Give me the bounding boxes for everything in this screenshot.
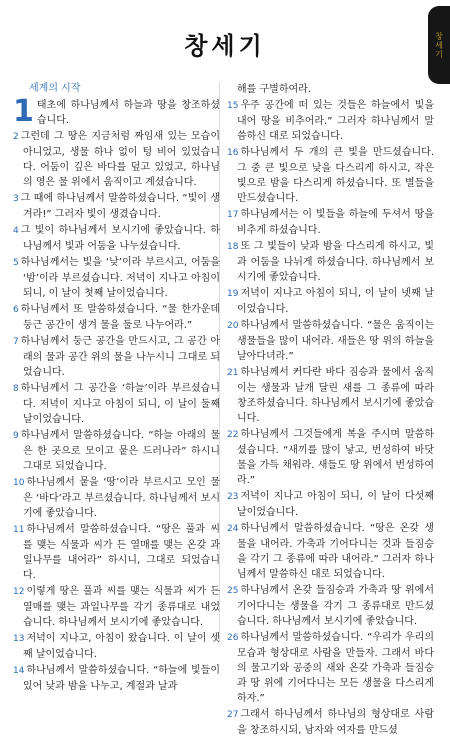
verse-text: 그래서 하나님께서 하나님의 형상대로 사람을 창조하시되, 남자와 여자를 만드셨 [237, 709, 434, 736]
verse [13, 631, 220, 662]
verse-number: 17 [227, 210, 239, 220]
verse [13, 302, 220, 333]
verse-number: 13 [13, 634, 25, 644]
verse [227, 286, 434, 317]
verse [13, 191, 220, 222]
verse [227, 239, 434, 285]
verse-text: 하나님께서는 이 빛들을 하늘에 두셔서 땅을 비추게 하셨습니다. [237, 209, 434, 236]
verse-number: 27 [227, 710, 239, 720]
verse-text: 우주 공간에 떠 있는 것들은 하늘에서 빛을 내어 땅을 비추어라.” 그러자 하나님께서 말씀하신 대로 되었습니다. [237, 100, 434, 142]
verse-text: 하나님께서 말씀하셨습니다. “우리가 우리의 모습과 형상대로 사람을 만들자. 그래서 바다의 물고기와 공중의 새와 온갖 가축과 들짐승과 땅 위에 기어다니는 모든 생물을 다스리게 하자.” [237, 632, 434, 704]
verse-text: 하나님께서 그 공간을 ‘하늘’이라 부르셨습니다. 저녁이 지나고 아침이 되니, 이 날이 둘째 날이었습니다. [20, 383, 220, 425]
verse-number: 12 [13, 587, 25, 597]
verse-number: 18 [227, 242, 239, 252]
verse [227, 365, 434, 426]
verse-text: 저녁이 지나고 아침이 되니, 이 날이 넷째 날이었습니다. [237, 288, 434, 315]
verse-number: 3 [13, 194, 19, 204]
verse [227, 630, 434, 706]
verse-text: 하나님께서 두 개의 큰 빛을 만드셨습니다. 그 중 큰 빛으로 낮을 다스리게 하시고, 작은 빛으로 밤을 다스리게 하셨습니다. 또 별들을 만드셨습니다. [237, 147, 434, 204]
verse-number: 8 [13, 384, 19, 394]
verse-text: 하나님께서 또 말씀하셨습니다. “물 한가운데 둥근 공간이 생겨 물을 둘로 나누어라.” [20, 304, 220, 331]
verse-text: 하나님께서 말씀하셨습니다. “물은 움직이는 생물들을 많이 내어라. 새들은 땅 위의 하늘을 날아다녀라.” [237, 320, 434, 362]
verse [227, 521, 434, 582]
verse [13, 94, 220, 129]
verse-number: 10 [13, 478, 25, 488]
verse-number: 25 [227, 586, 239, 596]
verse-text: 이렇게 땅은 풀과 씨를 맺는 식물과 씨가 든 열매를 맺는 과일나무를 각기 종류대로 내었습니다. 하나님께서 보시기에 좋았습니다. [23, 586, 220, 628]
verse-text: 하나님께서 말씀하셨습니다. “하늘 아래의 물은 한 곳으로 모이고 뭍은 드러나라” 하시니 그대로 되었습니다. [20, 430, 220, 472]
verse [13, 522, 220, 583]
verse-number: 9 [13, 431, 19, 441]
verse-number: 15 [227, 101, 239, 111]
verse-text: 하나님께서 말씀하셨습니다. “땅은 풀과 씨를 맺는 식물과 씨가 든 열매를 맺는 온갖 과일나무를 내어라” 하시니, 그대로 되었습니다. [23, 524, 220, 581]
verse-number: 21 [227, 368, 239, 378]
verse [227, 489, 434, 520]
verse-text: 하나님께서 그것들에게 복을 주시며 말씀하셨습니다. “새끼를 많이 낳고, 번성하여 바닷물을 가득 채워라. 새들도 땅 위에서 번성하여라.” [237, 429, 434, 486]
verse-number: 4 [13, 226, 19, 236]
verse-text: 하나님께서는 빛을 ‘낮’이라 부르시고, 어둠을 ‘밤’이라 부르셨습니다. 저녁이 지나고 아침이 되니, 이 날이 첫째 날이었습니다. [20, 257, 220, 299]
verse [227, 427, 434, 488]
verse-text: 하나님께서 말씀하셨습니다. “하늘에 빛들이 있어 낮과 밤을 나누고, 계절과 날과 [23, 665, 220, 692]
verse [227, 145, 434, 206]
verse [227, 82, 434, 97]
verse [13, 334, 220, 380]
verse-number: 26 [227, 633, 239, 643]
left-column [13, 82, 220, 695]
book-title: 창세기 [184, 32, 266, 60]
verse-text: 저녁이 지나고, 아침이 왔습니다. 이 날이 셋째 날이었습니다. [23, 633, 220, 660]
verse [13, 475, 220, 521]
verse [13, 223, 220, 254]
thumb-tab-label: 창세기 [434, 31, 444, 59]
verse-number: 11 [13, 525, 25, 535]
verse [13, 584, 220, 630]
verse-text: 또 그 빛들이 낮과 밤을 다스리게 하시고, 빛과 어둠을 나뉘게 하셨습니다. 하나님께서 보시기에 좋았습니다. [237, 241, 434, 283]
verse-number: 23 [227, 492, 239, 502]
verse [227, 207, 434, 238]
verse [13, 255, 220, 301]
verse-number: 5 [13, 258, 19, 268]
verse-number: 2 [13, 132, 19, 142]
verse [13, 428, 220, 474]
verse-number: 14 [13, 666, 25, 676]
verse [227, 583, 434, 629]
verse-text: 하나님께서 말씀하셨습니다. “땅은 온갖 생물을 내어라. 가축과 기어다니는 것과 들짐승을 각기 그 종류에 따라 내어라.” 그러자 하나님께서 말씀하신 대로 되었습니다. [237, 523, 434, 580]
chapter-number: 1 [13, 94, 34, 129]
verse-text: 그 때에 하나님께서 말씀하셨습니다. “빛이 생겨라!” 그러자 빛이 생겼습니다. [20, 193, 220, 220]
verse [227, 707, 434, 738]
verse [13, 381, 220, 427]
verse-text: 하나님께서 뭍을 ‘땅’이라 부르시고 모인 물은 ‘바다’라고 부르셨습니다. 하나님께서 보시기에 좋았습니다. [23, 477, 220, 519]
verse-text: 하나님께서 둥근 공간을 만드시고, 그 공간 아래의 물과 공간 위의 물을 나누시니 그대로 되었습니다. [20, 336, 220, 378]
verse [227, 318, 434, 364]
verse-text: 저녁이 지나고 아침이 되니, 이 날이 다섯째 날이었습니다. [237, 491, 434, 518]
verse-text: 그 빛이 하나님께서 보시기에 좋았습니다. 하나님께서 빛과 어둠을 나누셨습니다. [20, 225, 220, 252]
verse [13, 129, 220, 190]
verse-text: 하나님께서 온갖 들짐승과 가축과 땅 위에서 기어다니는 생물을 각기 그 종류대로 만드셨습니다. 하나님께서 보시기에 좋았습니다. [237, 585, 434, 627]
section-heading: 세계의 시작 [29, 83, 81, 94]
verse-text: 태초에 하나님께서 하늘과 땅을 창조하셨습니다. [36, 100, 220, 126]
verse [227, 98, 434, 144]
verse-number: 22 [227, 430, 239, 440]
verse-number: 7 [13, 337, 19, 347]
verse-number: 19 [227, 289, 239, 299]
verse-number: 24 [227, 524, 239, 534]
verse-text: 그런데 그 땅은 지금처럼 짜임새 있는 모습이 아니었고, 생물 하나 없이 텅 비어 있었습니다. 어둠이 깊은 바다를 덮고 있었고, 하나님의 영은 물 위에서 움직이고 계셨습니다. [20, 131, 220, 188]
verse-number: 16 [227, 148, 239, 158]
verse-text: 해를 구별하여라. [237, 84, 311, 95]
verse-text: 하나님께서 커다란 바다 짐승과 물에서 움직이는 생물과 날개 달린 새를 그 종류에 따라 창조하셨습니다. 하나님께서 보시기에 좋았습니다. [237, 367, 434, 424]
verse [13, 663, 220, 694]
verse-number: 20 [227, 321, 239, 331]
verse-number: 6 [13, 305, 19, 315]
right-column [227, 82, 434, 739]
